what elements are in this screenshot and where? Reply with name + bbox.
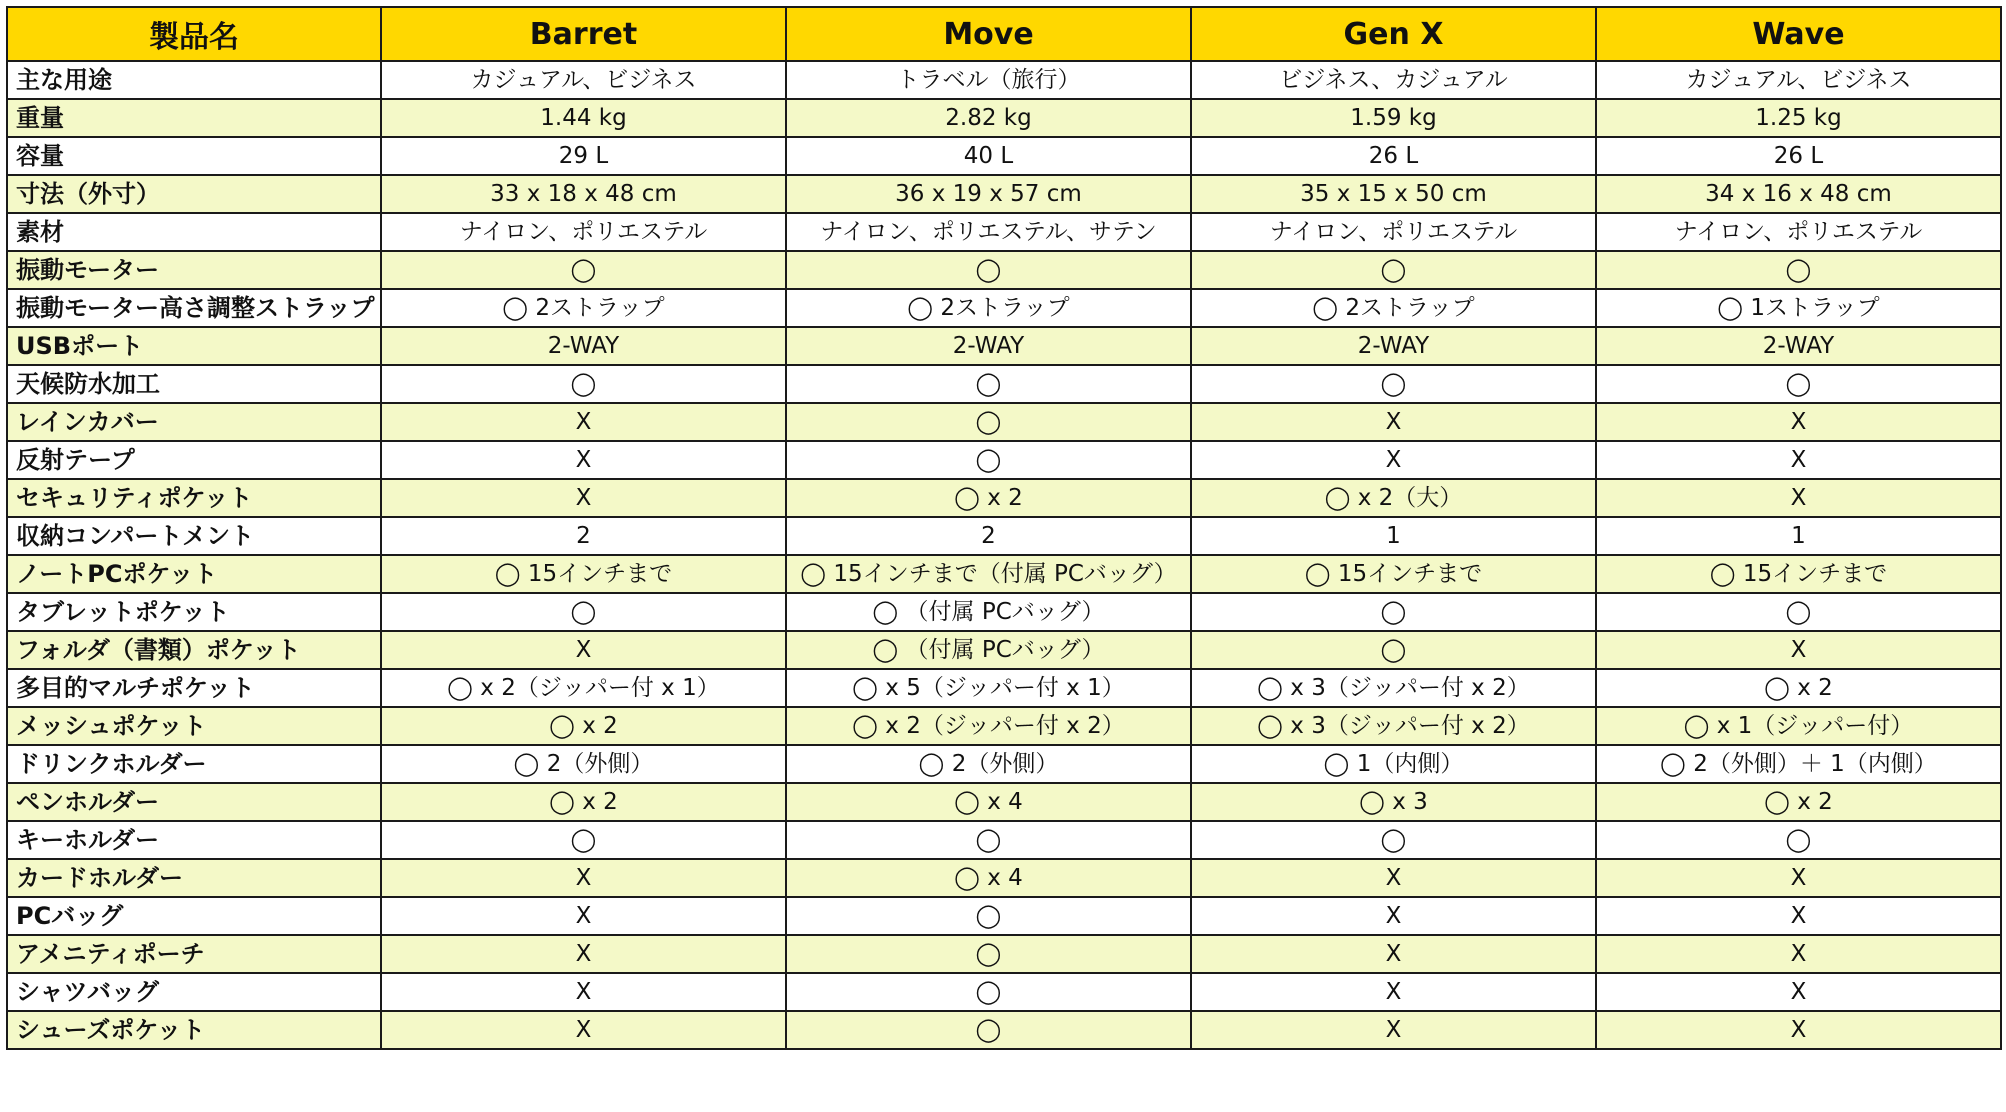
row-label: 主な用途 bbox=[7, 61, 381, 99]
cell-move: 40 L bbox=[786, 137, 1191, 175]
cell-wave: カジュアル、ビジネス bbox=[1596, 61, 2001, 99]
cell-genx: ビジネス、カジュアル bbox=[1191, 61, 1596, 99]
table-row bbox=[7, 251, 2001, 289]
cell-move: ◯ bbox=[786, 973, 1191, 1011]
row-label: シャツバッグ bbox=[7, 973, 381, 1011]
cell-wave: ◯ 15インチまで bbox=[1596, 555, 2001, 593]
row-label: レインカバー bbox=[7, 403, 381, 441]
cell-wave: 26 L bbox=[1596, 137, 2001, 175]
cell-genx: 26 L bbox=[1191, 137, 1596, 175]
cell-move: 36 x 19 x 57 cm bbox=[786, 175, 1191, 213]
cell-genx: ◯ x 2（大） bbox=[1191, 479, 1596, 517]
cell-genx: X bbox=[1191, 859, 1596, 897]
table-row bbox=[7, 1011, 2001, 1049]
cell-barret: ナイロン、ポリエステル bbox=[381, 213, 786, 251]
table-row bbox=[7, 821, 2001, 859]
cell-wave: ◯ x 2 bbox=[1596, 669, 2001, 707]
table-row bbox=[7, 327, 2001, 365]
cell-move: ◯ x 4 bbox=[786, 783, 1191, 821]
cell-move: トラベル（旅行） bbox=[786, 61, 1191, 99]
row-label: 重量 bbox=[7, 99, 381, 137]
table-row bbox=[7, 175, 2001, 213]
row-label: メッシュポケット bbox=[7, 707, 381, 745]
cell-genx: ◯ bbox=[1191, 821, 1596, 859]
header-product-barret: Barret bbox=[381, 7, 786, 61]
cell-wave: X bbox=[1596, 859, 2001, 897]
cell-barret: X bbox=[381, 631, 786, 669]
table-row bbox=[7, 669, 2001, 707]
cell-wave: 1.25 kg bbox=[1596, 99, 2001, 137]
cell-genx: ◯ bbox=[1191, 251, 1596, 289]
cell-wave: X bbox=[1596, 479, 2001, 517]
cell-genx: 1.59 kg bbox=[1191, 99, 1596, 137]
table-body bbox=[7, 61, 2001, 1049]
table-row bbox=[7, 935, 2001, 973]
cell-barret: ◯ x 2（ジッパー付 x 1） bbox=[381, 669, 786, 707]
row-label: 多目的マルチポケット bbox=[7, 669, 381, 707]
cell-barret: X bbox=[381, 403, 786, 441]
cell-wave: ◯ bbox=[1596, 365, 2001, 403]
cell-wave: 1 bbox=[1596, 517, 2001, 555]
cell-wave: X bbox=[1596, 897, 2001, 935]
cell-move: ◯ bbox=[786, 897, 1191, 935]
cell-barret: ◯ x 2 bbox=[381, 783, 786, 821]
cell-genx: ナイロン、ポリエステル bbox=[1191, 213, 1596, 251]
table-row bbox=[7, 479, 2001, 517]
cell-genx: ◯ x 3（ジッパー付 x 2） bbox=[1191, 707, 1596, 745]
cell-genx: X bbox=[1191, 441, 1596, 479]
cell-genx: X bbox=[1191, 403, 1596, 441]
cell-move: 2 bbox=[786, 517, 1191, 555]
row-label: 反射テープ bbox=[7, 441, 381, 479]
cell-move: 2-WAY bbox=[786, 327, 1191, 365]
header-label-cell: 製品名 bbox=[7, 7, 381, 61]
row-label: PCバッグ bbox=[7, 897, 381, 935]
cell-genx: X bbox=[1191, 897, 1596, 935]
comparison-table-container bbox=[6, 6, 2002, 1050]
cell-barret: X bbox=[381, 441, 786, 479]
cell-barret: X bbox=[381, 1011, 786, 1049]
header-product-wave: Wave bbox=[1596, 7, 2001, 61]
product-comparison-table bbox=[6, 6, 2002, 1050]
cell-wave: ◯ bbox=[1596, 593, 2001, 631]
row-label: ノートPCポケット bbox=[7, 555, 381, 593]
cell-barret: ◯ bbox=[381, 821, 786, 859]
row-label: アメニティポーチ bbox=[7, 935, 381, 973]
cell-wave: ◯ 1ストラップ bbox=[1596, 289, 2001, 327]
cell-move: ◯ （付属 PCバッグ） bbox=[786, 631, 1191, 669]
table-row bbox=[7, 441, 2001, 479]
cell-barret: 33 x 18 x 48 cm bbox=[381, 175, 786, 213]
cell-barret: 2 bbox=[381, 517, 786, 555]
cell-wave: ◯ x 1（ジッパー付） bbox=[1596, 707, 2001, 745]
row-label: セキュリティポケット bbox=[7, 479, 381, 517]
cell-move: ◯ bbox=[786, 403, 1191, 441]
cell-barret: X bbox=[381, 859, 786, 897]
cell-barret: ◯ 2ストラップ bbox=[381, 289, 786, 327]
cell-move: ◯ bbox=[786, 441, 1191, 479]
table-row bbox=[7, 517, 2001, 555]
cell-genx: ◯ 15インチまで bbox=[1191, 555, 1596, 593]
row-label: シューズポケット bbox=[7, 1011, 381, 1049]
cell-genx: 1 bbox=[1191, 517, 1596, 555]
cell-move: ◯ bbox=[786, 821, 1191, 859]
row-label: USBポート bbox=[7, 327, 381, 365]
table-row bbox=[7, 403, 2001, 441]
cell-genx: ◯ bbox=[1191, 365, 1596, 403]
cell-barret: ◯ x 2 bbox=[381, 707, 786, 745]
cell-genx: ◯ x 3（ジッパー付 x 2） bbox=[1191, 669, 1596, 707]
header-row bbox=[7, 7, 2001, 61]
cell-barret: ◯ 15インチまで bbox=[381, 555, 786, 593]
cell-genx: ◯ 2ストラップ bbox=[1191, 289, 1596, 327]
cell-barret: X bbox=[381, 973, 786, 1011]
table-row bbox=[7, 137, 2001, 175]
cell-wave: X bbox=[1596, 973, 2001, 1011]
table-row bbox=[7, 61, 2001, 99]
row-label: 収納コンパートメント bbox=[7, 517, 381, 555]
table-row bbox=[7, 631, 2001, 669]
cell-move: ◯ 2（外側） bbox=[786, 745, 1191, 783]
table-row bbox=[7, 213, 2001, 251]
cell-move: 2.82 kg bbox=[786, 99, 1191, 137]
table-header bbox=[7, 7, 2001, 61]
header-product-move: Move bbox=[786, 7, 1191, 61]
cell-barret: 29 L bbox=[381, 137, 786, 175]
cell-move: ◯ bbox=[786, 251, 1191, 289]
cell-barret: ◯ bbox=[381, 251, 786, 289]
cell-wave: ◯ 2（外側）＋ 1（内側） bbox=[1596, 745, 2001, 783]
cell-barret: カジュアル、ビジネス bbox=[381, 61, 786, 99]
cell-move: ◯ 2ストラップ bbox=[786, 289, 1191, 327]
cell-genx: X bbox=[1191, 1011, 1596, 1049]
cell-move: ◯ x 4 bbox=[786, 859, 1191, 897]
row-label: 容量 bbox=[7, 137, 381, 175]
cell-genx: 2-WAY bbox=[1191, 327, 1596, 365]
row-label: 寸法（外寸） bbox=[7, 175, 381, 213]
cell-move: ◯ x 5（ジッパー付 x 1） bbox=[786, 669, 1191, 707]
cell-wave: X bbox=[1596, 631, 2001, 669]
cell-wave: ◯ x 2 bbox=[1596, 783, 2001, 821]
table-row bbox=[7, 289, 2001, 327]
table-row bbox=[7, 745, 2001, 783]
cell-wave: X bbox=[1596, 1011, 2001, 1049]
table-row bbox=[7, 99, 2001, 137]
cell-move: ◯ （付属 PCバッグ） bbox=[786, 593, 1191, 631]
cell-genx: ◯ x 3 bbox=[1191, 783, 1596, 821]
cell-move: ◯ x 2（ジッパー付 x 2） bbox=[786, 707, 1191, 745]
cell-barret: ◯ bbox=[381, 365, 786, 403]
row-label: 振動モーター高さ調整ストラップ bbox=[7, 289, 381, 327]
cell-move: ◯ bbox=[786, 365, 1191, 403]
row-label: カードホルダー bbox=[7, 859, 381, 897]
cell-barret: X bbox=[381, 479, 786, 517]
header-product-genx: Gen X bbox=[1191, 7, 1596, 61]
cell-move: ◯ 15インチまで（付属 PCバッグ） bbox=[786, 555, 1191, 593]
table-row bbox=[7, 555, 2001, 593]
cell-genx: X bbox=[1191, 973, 1596, 1011]
cell-barret: 2-WAY bbox=[381, 327, 786, 365]
cell-move: ◯ bbox=[786, 1011, 1191, 1049]
table-row bbox=[7, 897, 2001, 935]
table-row bbox=[7, 707, 2001, 745]
table-row bbox=[7, 859, 2001, 897]
row-label: 振動モーター bbox=[7, 251, 381, 289]
table-row bbox=[7, 783, 2001, 821]
cell-genx: ◯ 1（内側） bbox=[1191, 745, 1596, 783]
cell-wave: X bbox=[1596, 403, 2001, 441]
table-row bbox=[7, 365, 2001, 403]
table-row bbox=[7, 973, 2001, 1011]
row-label: ドリンクホルダー bbox=[7, 745, 381, 783]
cell-genx: ◯ bbox=[1191, 631, 1596, 669]
cell-wave: X bbox=[1596, 935, 2001, 973]
row-label: キーホルダー bbox=[7, 821, 381, 859]
cell-wave: 34 x 16 x 48 cm bbox=[1596, 175, 2001, 213]
cell-barret: X bbox=[381, 897, 786, 935]
cell-barret: 1.44 kg bbox=[381, 99, 786, 137]
cell-barret: ◯ 2（外側） bbox=[381, 745, 786, 783]
table-row bbox=[7, 593, 2001, 631]
cell-move: ◯ bbox=[786, 935, 1191, 973]
cell-wave: ナイロン、ポリエステル bbox=[1596, 213, 2001, 251]
row-label: フォルダ（書類）ポケット bbox=[7, 631, 381, 669]
cell-move: ◯ x 2 bbox=[786, 479, 1191, 517]
cell-genx: 35 x 15 x 50 cm bbox=[1191, 175, 1596, 213]
cell-barret: X bbox=[381, 935, 786, 973]
cell-barret: ◯ bbox=[381, 593, 786, 631]
cell-wave: X bbox=[1596, 441, 2001, 479]
row-label: タブレットポケット bbox=[7, 593, 381, 631]
cell-genx: ◯ bbox=[1191, 593, 1596, 631]
row-label: 天候防水加工 bbox=[7, 365, 381, 403]
cell-wave: ◯ bbox=[1596, 821, 2001, 859]
cell-move: ナイロン、ポリエステル、サテン bbox=[786, 213, 1191, 251]
cell-wave: 2-WAY bbox=[1596, 327, 2001, 365]
row-label: ペンホルダー bbox=[7, 783, 381, 821]
row-label: 素材 bbox=[7, 213, 381, 251]
cell-genx: X bbox=[1191, 935, 1596, 973]
cell-wave: ◯ bbox=[1596, 251, 2001, 289]
